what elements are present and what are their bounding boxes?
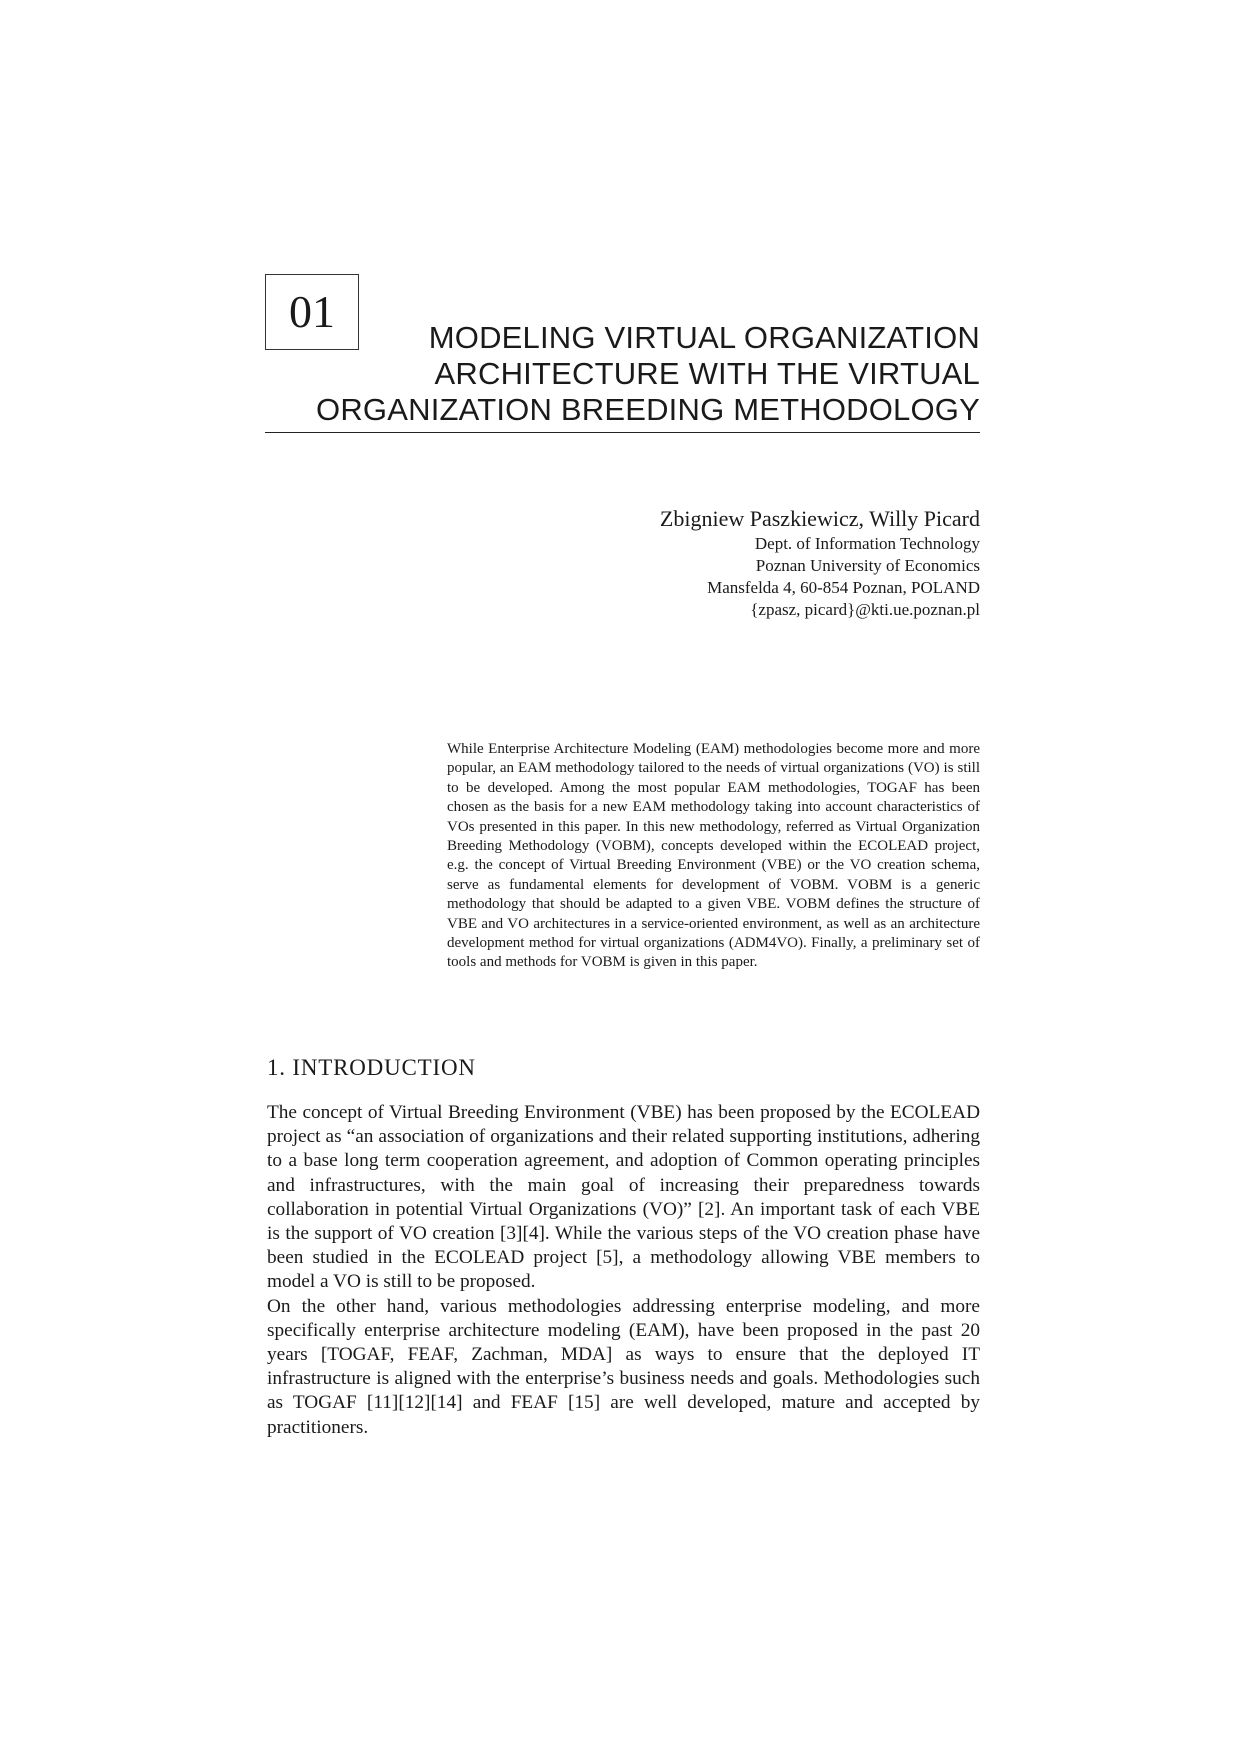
introduction-body bbox=[267, 1101, 980, 1440]
title-divider bbox=[265, 432, 980, 433]
body-paragraph: On the other hand, various methodologies addressing enterprise modeling, and more specifically enterprise architecture modeling (EAM), have been proposed in the past 20 years [TOGAF, FEAF, Zachman, MDA] as ways to ensure that the deployed IT infrastructure is aligned with the enterprise’s business needs and goals. Methodologies such as TOGAF [11][12][14] and FEAF [15] are well developed, mature and accepted by practitioners. bbox=[267, 1295, 980, 1438]
author-address: Mansfelda 4, 60-854 Poznan, POLAND bbox=[707, 578, 980, 597]
author-email: {zpasz, picard}@kti.ue.poznan.pl bbox=[750, 600, 980, 619]
chapter-number: 01 bbox=[289, 286, 335, 337]
title-line: ARCHITECTURE WITH THE VIRTUAL bbox=[434, 356, 980, 391]
paper-title bbox=[280, 320, 980, 428]
abstract: While Enterprise Architecture Modeling (EAM) methodologies become more and more popular, an EAM methodology tailored to the needs of virtual organizations (VO) is still to be developed. Among the most popular EAM methodologies, TOGAF has been chosen as the basis for a new EAM methodology taking into account characteristics of VOs presented in this paper. In this new methodology, referred as Virtual Organization Breeding Methodology (VOBM), concepts developed within the ECOLEAD project, e.g. the concept of Virtual Breeding Environment (VBE) or the VO creation schema, serve as fundamental elements for development of VOBM. VOBM is a generic methodology that should be adapted to a given VBE. VOBM defines the structure of VBE and VO architectures in a service-oriented environment, as well as an architecture development method for virtual organizations (ADM4VO). Finally, a preliminary set of tools and methods for VOBM is given in this paper. bbox=[447, 741, 980, 971]
title-line: MODELING VIRTUAL ORGANIZATION bbox=[428, 320, 980, 355]
author-university: Poznan University of Economics bbox=[755, 556, 980, 575]
body-paragraph: The concept of Virtual Breeding Environment (VBE) has been proposed by the ECOLEAD project as “an association of organizations and their related supporting institutions, adhering to a base long term cooperation agreement, and adoption of Common operating principles and infrastructures, with the main goal of increasing their preparedness towards collaboration in potential Virtual Organizations (VO)” [2]. An important task of each VBE is the support of VO creation [3][4]. While the various steps of the VO creation phase have been studied in the ECOLEAD project [5], a methodology allowing VBE members to model a VO is still to be proposed. bbox=[267, 1102, 980, 1293]
author-department: Dept. of Information Technology bbox=[754, 534, 980, 553]
title-line: ORGANIZATION BREEDING METHODOLOGY bbox=[316, 392, 980, 427]
section-heading-introduction: 1. INTRODUCTION bbox=[267, 1055, 476, 1080]
author-names: Zbigniew Paszkiewicz, Willy Picard bbox=[659, 506, 980, 531]
author-block bbox=[500, 505, 980, 621]
